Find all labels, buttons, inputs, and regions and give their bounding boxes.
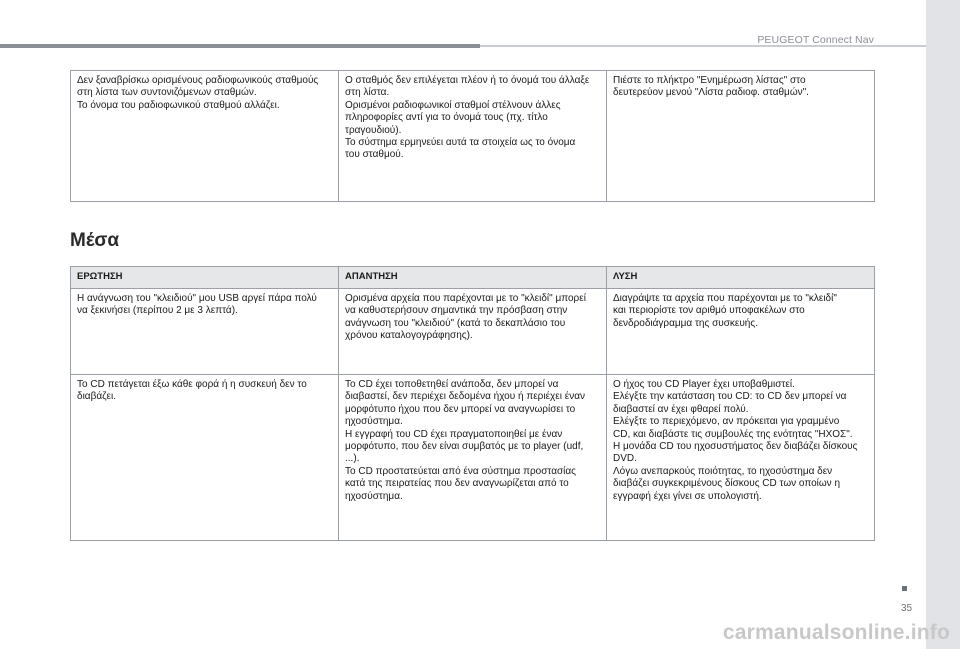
cell-text-line: Η μονάδα CD του ηχοσυστήματος δεν διαβάζει δίσκους [613,441,858,453]
cell-text-line: μορφότυπο, που δεν είναι συμβατός με το player (udf, [345,441,584,453]
answer-cell [339,375,607,541]
cell-text-line: Πιέστε το πλήκτρο "Ενημέρωση λίστας" στο [613,75,806,86]
question-cell [71,289,339,375]
page-number: 35 [901,603,913,614]
answer-cell [339,289,607,375]
solution-cell [607,375,875,541]
cell-text-line: Λόγω ανεπαρκούς ποιότητας, το ηχοσύστημα δεν [613,465,833,477]
cell-text-line: CD, και διαβάστε τις συμβουλές της ενότητας "ΗΧΟΣ". [613,428,853,440]
cell-text-line: Το CD προστατεύεται από ένα σύστημα προστασίας [345,465,576,477]
table-row [71,71,875,202]
cell-text-line: ...). [345,453,360,465]
watermark: carmanualsonline.info [722,621,950,644]
cell-text-line: στη λίστα των συντονιζόμενων σταθμών. [77,87,257,99]
cell-text-line: Ελέγξτε την κατάσταση του CD: το CD δεν μπορεί να [613,391,847,403]
cell-text-line: Ο ήχος του CD Player έχει υποβαθμιστεί. [613,379,795,390]
cell-text-line: διαβάζει. [77,391,116,403]
cell-text-line: και περιορίστε τον αριθμό υποφακέλων στο [613,305,805,317]
cell-text-line: χρόνου καταλογογράφησης). [345,330,473,342]
table-row [71,289,875,375]
cell-text-line: στη λίστα. [345,87,390,99]
cell-text-line: του σταθμού. [345,149,404,161]
cell-text-line: Δεν ξαναβρίσκω ορισμένους ραδιοφωνικούς σταθμούς [77,75,319,86]
cell-text-line: να καθυστερήσουν σημαντικά την πρόσβαση στην [345,305,568,317]
header-rule [0,44,480,48]
column-header-question: ΕΡΩΤΗΣΗ [71,267,339,289]
column-header-answer: ΑΠΑΝΤΗΣΗ [339,267,607,289]
cell-text-line: να ξεκινήσει (περίπου 2 με 3 λεπτά). [77,305,238,317]
cell-text-line: Ο σταθμός δεν επιλέγεται πλέον ή το όνομά του άλλαξε [345,75,590,86]
cell-text-line: μορφότυπο ήχου που δεν μπορεί να αναγνωρίσει το [345,403,576,415]
cell-text-line: Ορισμένοι ραδιοφωνικοί σταθμοί στέλνουν άλλες [345,99,561,111]
solution-cell [607,71,875,202]
troubleshooting-table-radio [70,70,875,202]
cell-text-line: Το όνομα του ραδιοφωνικού σταθμού αλλάζει. [77,99,280,111]
cell-text-line: DVD. [613,453,637,465]
cell-text-line: κατά της πειρατείας που δεν αναγνωρίζεται από το [345,478,569,490]
column-header-solution: ΛΥΣΗ [607,267,875,289]
cell-text-line: δευτερεύον μενού "Λίστα ραδιοφ. σταθμών". [613,87,809,99]
cell-text-line: δενδροδιάγραμμα της συσκευής. [613,317,758,329]
cell-text-line: διαβαστεί αν έχει φθαρεί πολύ. [613,403,749,415]
cell-text-line: τραγουδιού). [345,124,402,136]
troubleshooting-table-media [70,266,875,541]
table-header-row [71,267,875,289]
cell-text-line: Ορισμένα αρχεία που παρέχονται με το "κλειδί" μπορεί [345,293,586,304]
cell-text-line: διαβαστεί, δεν περιέχει δεδομένα ήχου ή περιέχει έναν [345,391,585,403]
cell-text-line: διαβάζει συγκεκριμένους δίσκους CD των οποίων η [613,478,841,490]
page-marker [902,586,907,591]
question-cell [71,375,339,541]
cell-text-line: Ελέγξτε το περιεχόμενο, αν πρόκειται για γραμμένο [613,416,840,428]
cell-text-line: ανάγνωση του "κλειδιού" (κατά το δεκαπλάσιο του [345,317,566,329]
cell-text-line: Διαγράψτε τα αρχεία που παρέχονται με το "κλειδί" [613,293,837,304]
cell-text-line: Η εγγραφή του CD έχει πραγματοποιηθεί με έναν [345,428,563,440]
cell-text-line: ηχοσύστημα. [345,490,403,502]
cell-text-line: Το CD έχει τοποθετηθεί ανάποδα, δεν μπορεί να [345,379,559,390]
table-row [71,375,875,541]
section-title: Μέσα [70,230,120,251]
cell-text-line: Το σύστημα ερμηνεύει αυτά τα στοιχεία ως το όνομα [345,137,576,149]
cell-text-line: πληροφορίες αντί για το όνομά τους (πχ. τίτλο [345,112,548,124]
answer-cell [339,71,607,202]
page-side-bar [926,0,960,649]
question-cell [71,71,339,202]
cell-text-line: Το CD πετάγεται έξω κάθε φορά ή η συσκευή δεν το [77,379,307,390]
solution-cell [607,289,875,375]
cell-text-line: εγγραφή έχει γίνει σε υπολογιστή. [613,490,762,502]
running-header-title: PEUGEOT Connect Nav [757,34,874,46]
cell-text-line: Η ανάγνωση του "κλειδιού" μου USB αργεί πάρα πολύ [77,293,317,304]
cell-text-line: ηχοσύστημα. [345,416,403,428]
